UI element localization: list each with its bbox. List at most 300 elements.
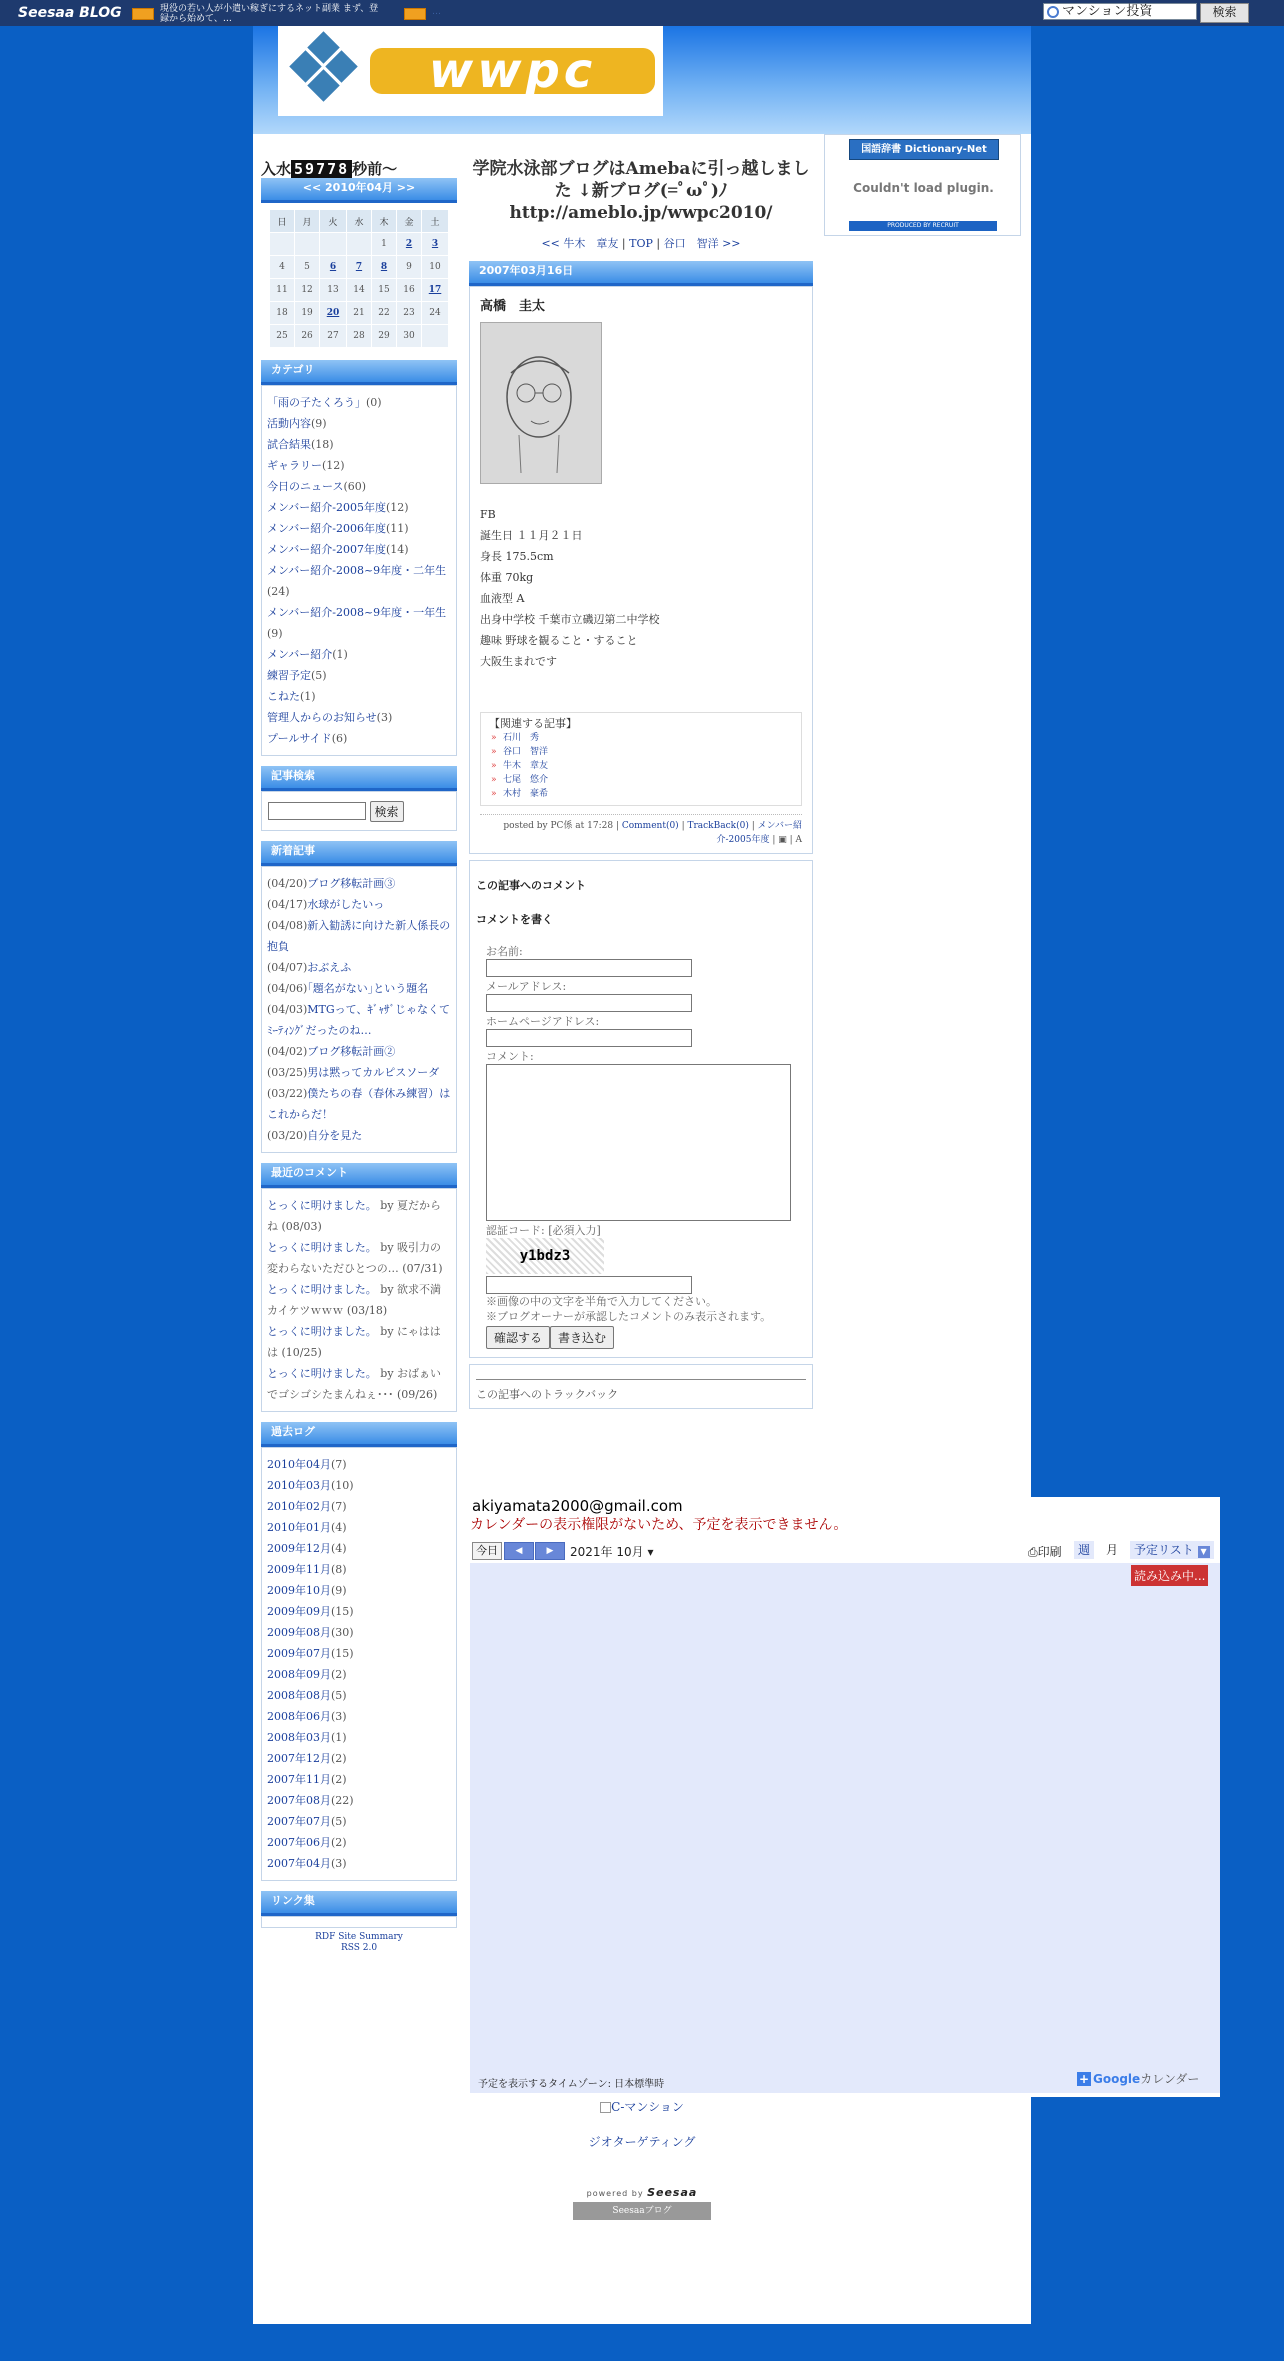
recent-item (267, 1125, 451, 1146)
calendar-day: 16 (397, 279, 422, 302)
search-icon (1047, 6, 1059, 18)
links-header: リンク集 (261, 1891, 457, 1916)
related-link[interactable]: » 石川 秀 (489, 731, 793, 745)
calendar-day: 23 (397, 302, 422, 325)
recent-date: (04/03) (267, 1002, 308, 1016)
tab-agenda[interactable] (1130, 1541, 1214, 1559)
confirm-button[interactable]: 確認する (486, 1326, 550, 1349)
post-line: 血液型 A (480, 592, 525, 605)
search-value: マンション投資 (1062, 4, 1153, 19)
plugin-footer[interactable]: PRODUCED BY RECRUIT (849, 221, 997, 231)
comment-item (267, 1321, 451, 1363)
comment-form (469, 860, 813, 1358)
post-line: 体重 70kg (480, 571, 534, 584)
captcha-note: ※画像の中の文字を半角で入力してください。 (486, 1295, 717, 1308)
rdf-link[interactable]: RDF Site Summary (315, 1931, 403, 1942)
ad-link[interactable]: 現役の若い人が小遣い稼ぎにするネット副業 まず、登録から始めて、… (160, 4, 379, 24)
archive-item (267, 1685, 451, 1706)
category-item (267, 497, 451, 518)
search-header: 記事検索 (261, 766, 457, 791)
google-wordmark: Google (1093, 2072, 1141, 2086)
post-title: 高橋 圭太 (480, 299, 546, 314)
search-input[interactable] (1043, 3, 1197, 20)
plugin-error: Couldn't load plugin. (853, 181, 994, 195)
archive-item (267, 1538, 451, 1559)
calendar-day: 4 (270, 256, 295, 279)
date-header: 2007年03月16日 (469, 261, 813, 286)
recent-date: (04/08) (267, 918, 308, 932)
approval-note: ※ブログオーナーが承認したコメントのみ表示されます。 (486, 1310, 772, 1323)
calendar-day: 1 (371, 233, 396, 256)
calendar-permission-error: カレンダーの表示権限がないため、予定を表示できません。 (470, 1517, 848, 1533)
archive-link[interactable]: 2007年06月 (267, 1835, 331, 1849)
tab-month[interactable]: 月 (1102, 1541, 1122, 1559)
google-calendar-badge[interactable] (1077, 2070, 1199, 2087)
captcha-label: 認証コード: [必須入力] (486, 1224, 601, 1237)
archive-count: (15) (331, 1604, 354, 1618)
category-count: (9) (267, 627, 283, 640)
category-item (267, 644, 451, 665)
counter-suffix: 秒前～ (352, 160, 398, 178)
comment-item (267, 1237, 451, 1279)
archive-count: (5) (331, 1814, 347, 1828)
related-link[interactable]: » 木村 豪希 (489, 787, 793, 801)
category-link[interactable]: こねた (267, 690, 300, 703)
calendar-day[interactable]: 17 (422, 279, 449, 302)
category-link[interactable]: 活動内容 (267, 417, 311, 430)
recent-date: (04/20) (267, 876, 308, 890)
category-count: (18) (311, 438, 334, 451)
recent-link[interactable]: 自分を見た (307, 1128, 363, 1142)
header (253, 26, 1031, 134)
comment-form-heading: コメントを書く (476, 913, 553, 926)
submit-button[interactable]: 書き込む (550, 1326, 614, 1349)
comment-item (267, 1195, 451, 1237)
calendar-day (422, 325, 449, 348)
archive-item (267, 1496, 451, 1517)
comment-textarea[interactable] (486, 1064, 791, 1221)
comment-meta: by 夏だからね (08/03) (267, 1198, 442, 1233)
category-count: (12) (322, 459, 345, 472)
calendar-day (295, 233, 320, 256)
archive-link[interactable]: 2008年09月 (267, 1667, 331, 1681)
category-count: (6) (331, 732, 348, 745)
dictionary-banner[interactable]: 国語辞書 Dictionary-Net (849, 139, 999, 160)
archive-link[interactable]: 2009年10月 (267, 1583, 331, 1597)
calendar-day[interactable]: 8 (371, 256, 396, 279)
archive-link[interactable]: 2010年02月 (267, 1499, 331, 1513)
recent-header: 新着記事 (261, 841, 457, 866)
recent-item (267, 999, 451, 1041)
calendar-day: 5 (295, 256, 320, 279)
recent-item (267, 1041, 451, 1062)
post-line: 誕生日 １１月２１日 (480, 529, 583, 542)
category-item (267, 476, 451, 497)
archive-count: (3) (331, 1856, 347, 1870)
calendar-day: 10 (422, 256, 449, 279)
main-column (469, 134, 813, 1409)
category-link[interactable]: メンバー紹介 (267, 648, 333, 661)
recent-link[interactable]: 水球がしたいっ (307, 897, 385, 911)
category-link[interactable]: メンバー紹介-2005年度 (267, 501, 386, 514)
archive-link[interactable]: 2009年07月 (267, 1646, 331, 1660)
related-link[interactable]: » 七尾 悠介 (489, 773, 793, 787)
comment-link[interactable]: とっくに明けました。 (267, 1324, 377, 1338)
category-count: (24) (267, 585, 290, 598)
captcha-image: y1bdz3 (486, 1238, 604, 1274)
camera-icon[interactable]: ▣ (778, 835, 787, 845)
recent-link[interactable]: おぶえふ (307, 960, 352, 974)
archive-link[interactable]: 2009年12月 (267, 1541, 331, 1555)
weekday-0: 日 (270, 210, 295, 233)
homepage-field[interactable] (486, 1029, 692, 1047)
archive-item (267, 1454, 451, 1475)
page-footer (253, 2098, 1031, 2220)
recent-date: (04/06) (267, 981, 308, 995)
category-count: (3) (376, 711, 393, 724)
recent-item (267, 1062, 451, 1083)
related-link[interactable]: » 牛木 章友 (489, 759, 793, 773)
calendar-header[interactable]: << 2010年04月 >> (261, 178, 457, 203)
category-item (267, 392, 451, 413)
archive-link[interactable]: 2009年11月 (267, 1562, 331, 1576)
calendar-day: 19 (295, 302, 320, 325)
category-count: (5) (311, 669, 327, 682)
comment-section-title: この記事へのコメント (476, 879, 586, 892)
comment-meta: by 欲求不満カイケツｗｗｗ (03/18) (267, 1282, 442, 1317)
powered-by (253, 2186, 1031, 2199)
seesaa-blog-button[interactable]: Seesaaブログ (573, 2202, 711, 2220)
archive-link[interactable]: 2007年04月 (267, 1856, 331, 1870)
calendar (269, 209, 449, 348)
rss-icon[interactable] (132, 8, 154, 20)
calendar-day: 30 (397, 325, 422, 348)
archive-count: (1) (331, 1730, 347, 1744)
calendar-day: 14 (346, 279, 371, 302)
category-item (267, 728, 451, 749)
calendar-day[interactable]: 20 (320, 302, 347, 325)
recent-date: (03/25) (267, 1065, 308, 1079)
category-link[interactable]: ギャラリー (267, 459, 322, 472)
post-line: 趣味 野球を観ること・すること (480, 634, 638, 647)
archive-item (267, 1559, 451, 1580)
archive-item (267, 1790, 451, 1811)
right-sidebar (824, 134, 1021, 236)
categories-header: カテゴリ (261, 360, 457, 385)
today-button[interactable]: 今日 (472, 1542, 502, 1560)
tab-week[interactable]: 週 (1074, 1541, 1094, 1559)
ad-icon[interactable] (404, 8, 426, 20)
calendar-day (346, 233, 371, 256)
image-alt: C-マンション (611, 2100, 684, 2114)
trackback-link[interactable]: TrackBack(0) (687, 821, 749, 831)
calendar-day: 15 (371, 279, 396, 302)
calendar-day[interactable]: 3 (422, 233, 449, 256)
archive-count: (2) (331, 1667, 347, 1681)
search-box (261, 791, 457, 831)
comment-meta: by おばぁいでゴシゴシたまんねぇ･･･ (09/26) (267, 1366, 442, 1401)
weekday-2: 火 (320, 210, 347, 233)
category-link[interactable]: メンバー紹介-2007年度 (267, 543, 386, 556)
archive-count: (3) (331, 1709, 347, 1723)
recent-item (267, 1083, 451, 1125)
post-body (480, 504, 802, 672)
category-item (267, 602, 451, 644)
archive-count: (15) (331, 1646, 354, 1660)
category-link[interactable]: メンバー紹介-2008~9年度・一年生 (267, 606, 447, 619)
category-count: (9) (311, 417, 327, 430)
archive-item (267, 1517, 451, 1538)
category-item (267, 665, 451, 686)
recent-link[interactable]: 男は黙ってカルピスソーダ (307, 1065, 440, 1079)
name-label: お名前: (486, 945, 523, 958)
categories-list (261, 385, 457, 756)
archive-item (267, 1643, 451, 1664)
calendar-day: 27 (320, 325, 347, 348)
logo[interactable] (278, 26, 663, 116)
rss-link[interactable]: RSS 2.0 (340, 1942, 378, 1953)
broken-image-icon (600, 2102, 611, 2113)
blog-title[interactable]: 学院水泳部ブログはAmebaに引っ越しました ↓新ブログ(=ﾟωﾟ)ﾉ http://ameblo.jp/wwpc2010/ (472, 159, 810, 223)
related-title: 【関連する記事】 (489, 717, 577, 730)
archive-item (267, 1748, 451, 1769)
calendar-day[interactable]: 2 (397, 233, 422, 256)
google-calendar-embed (470, 1497, 1220, 2097)
calendar-day[interactable]: 6 (320, 256, 347, 279)
calendar-day: 25 (270, 325, 295, 348)
recent-item (267, 915, 451, 957)
chevron-down-icon: ▾ (647, 1545, 654, 1559)
category-item (267, 539, 451, 560)
links-box (261, 1916, 457, 1928)
archive-link[interactable]: 2007年08月 (267, 1793, 331, 1807)
dropdown-icon: ▼ (1198, 1546, 1210, 1558)
post-line: 出身中学校 千葉市立磯辺第二中学校 (480, 613, 660, 626)
archive-link[interactable]: 2010年03月 (267, 1478, 331, 1492)
calendar-day: 12 (295, 279, 320, 302)
comment-meta: by 吸引力の変わらないただひとつの… (07/31) (267, 1240, 443, 1275)
archive-link[interactable]: 2007年12月 (267, 1751, 331, 1765)
article-search-input[interactable] (268, 802, 366, 820)
recent-item (267, 978, 451, 999)
archive-item (267, 1706, 451, 1727)
geotargeting-link[interactable]: ジオターゲティング (588, 2135, 696, 2149)
comment-label: コメント: (486, 1050, 534, 1063)
archive-list (261, 1447, 457, 1881)
calendar-day (270, 233, 295, 256)
prev-post-link[interactable]: << 牛木 章友 (541, 237, 619, 250)
print-button[interactable] (1028, 1543, 1062, 1560)
archive-item (267, 1727, 451, 1748)
weekday-1: 月 (295, 210, 320, 233)
trackback-box (469, 1364, 813, 1409)
left-sidebar (261, 134, 457, 1954)
seesaa-brand[interactable]: Seesaa BLOG (18, 5, 122, 21)
category-link[interactable]: メンバー紹介-2006年度 (267, 522, 386, 535)
homepage-label: ホームページアドレス: (486, 1015, 600, 1028)
archive-count: (2) (331, 1751, 347, 1765)
next-post-link[interactable]: 谷口 智洋 >> (663, 237, 741, 250)
archive-count: (2) (331, 1835, 347, 1849)
calendar-day: 26 (295, 325, 320, 348)
archive-count: (4) (331, 1520, 347, 1534)
weekday-4: 木 (371, 210, 396, 233)
recent-link[interactable]: MTGって、ｷﾞｬｻﾞじゃなくてﾐｰﾃｨﾝｸﾞだったのね… (267, 1002, 450, 1037)
calendar-email: akiyamata2000@gmail.com (472, 1497, 683, 1515)
powered-text: powered by (586, 2189, 644, 2198)
archive-link[interactable]: 2008年03月 (267, 1730, 331, 1744)
category-count: (14) (385, 543, 409, 556)
recent-link[interactable]: ｢題名がない｣という題名 (307, 981, 429, 995)
post (469, 286, 813, 854)
email-field[interactable] (486, 994, 692, 1012)
post-line: 大阪生まれです (480, 655, 557, 668)
archive-link[interactable]: 2008年06月 (267, 1709, 331, 1723)
calendar-day: 24 (422, 302, 449, 325)
comment-link[interactable]: とっくに明けました。 (267, 1366, 377, 1380)
month-label-text: 2021年 10月 (570, 1545, 644, 1559)
recent-item (267, 957, 451, 978)
category-item (267, 707, 451, 728)
comment-item (267, 1363, 451, 1405)
category-item (267, 686, 451, 707)
calendar-day: 22 (371, 302, 396, 325)
archive-link[interactable]: 2007年11月 (267, 1772, 331, 1786)
weekday-6: 土 (422, 210, 449, 233)
calendar-day: 9 (397, 256, 422, 279)
archive-count: (2) (331, 1772, 347, 1786)
loading-badge: 読み込み中... (1131, 1565, 1208, 1586)
category-count: (11) (385, 522, 409, 535)
category-item (267, 560, 451, 602)
nav-sep: | (621, 237, 626, 250)
archive-item (267, 1811, 451, 1832)
recent-item (267, 894, 451, 915)
category-link[interactable]: 試合結果 (267, 438, 311, 451)
countdown (261, 158, 457, 178)
comments-header: 最近のコメント (261, 1163, 457, 1188)
comment-item (267, 1279, 451, 1321)
tab-agenda-label: 予定リスト (1134, 1543, 1194, 1557)
recent-list (261, 866, 457, 1153)
archive-count: (5) (331, 1688, 347, 1702)
post-footer: posted by PC係 at 17:28 | Comment(0) | TrackBack(0) | メンバー紹介-2005年度 | ▣ | A (480, 814, 802, 847)
category-link[interactable]: メンバー紹介-2008~9年度・二年生 (267, 564, 447, 577)
calendar-day: 11 (270, 279, 295, 302)
category-count: (1) (332, 648, 348, 661)
top-bar (0, 0, 1284, 26)
timezone-label: 予定を表示するタイムゾーン: 日本標準時 (478, 2079, 665, 2090)
archive-link[interactable]: 2010年04月 (267, 1457, 331, 1471)
email-label: メールアドレス: (486, 980, 567, 993)
prev-arrow-icon[interactable]: ◀ (504, 1542, 534, 1560)
archive-count: (10) (331, 1478, 354, 1492)
archive-item (267, 1622, 451, 1643)
archive-link[interactable]: 2007年07月 (267, 1814, 331, 1828)
category-item (267, 518, 451, 539)
post-line: FB (480, 508, 496, 521)
calendar-word: カレンダー (1140, 2072, 1200, 2086)
weekday-5: 金 (397, 210, 422, 233)
top-link[interactable]: TOP (629, 237, 653, 250)
archive-count: (9) (331, 1583, 347, 1597)
comment-link[interactable]: Comment(0) (621, 821, 679, 831)
archive-count: (8) (331, 1562, 347, 1576)
search-button[interactable]: 検索 (1200, 3, 1249, 23)
category-link[interactable]: 練習予定 (267, 669, 311, 682)
related-link[interactable]: » 谷口 智洋 (489, 745, 793, 759)
ad-link-2[interactable]: … (432, 7, 441, 17)
archive-item (267, 1664, 451, 1685)
recent-link[interactable]: 僕たちの春（春休み練習）はこれからだ！ (267, 1086, 451, 1121)
trackback-label: この記事へのトラックバック (476, 1388, 619, 1401)
calendar-month-label[interactable] (570, 1543, 653, 1560)
category-count: (60) (343, 480, 367, 493)
next-arrow-icon[interactable]: ▶ (535, 1542, 565, 1560)
portrait-image[interactable] (480, 322, 602, 484)
archive-item (267, 1832, 451, 1853)
calendar-day: 18 (270, 302, 295, 325)
recent-date: (04/07) (267, 960, 308, 974)
calendar-day[interactable]: 7 (346, 256, 371, 279)
calendar-grid[interactable] (470, 1563, 1220, 2093)
archive-link[interactable]: 2009年08月 (267, 1625, 331, 1639)
archive-link[interactable]: 2008年08月 (267, 1688, 331, 1702)
font-size-icon[interactable]: A (795, 835, 802, 845)
article-search-button[interactable]: 検索 (370, 801, 404, 822)
archive-count: (30) (331, 1625, 354, 1639)
comment-link[interactable]: とっくに明けました。 (267, 1240, 377, 1254)
category-count: (1) (300, 690, 316, 703)
recent-link[interactable]: ブログ移転計画② (307, 1044, 396, 1058)
captcha-field[interactable] (486, 1276, 692, 1294)
recent-item (267, 873, 451, 894)
archives-header: 過去ログ (261, 1422, 457, 1447)
printer-icon: ⎙ (1028, 1545, 1038, 1559)
comment-list (261, 1188, 457, 1412)
category-link[interactable]: 今日のニュース (267, 480, 344, 493)
archive-item (267, 1601, 451, 1622)
print-label: 印刷 (1037, 1545, 1062, 1559)
c-mansion-image[interactable] (253, 2098, 1031, 2115)
nav-sep: | (656, 237, 661, 250)
calendar-day: 29 (371, 325, 396, 348)
related-articles (480, 712, 802, 806)
archive-count: (7) (331, 1499, 347, 1513)
archive-count: (22) (331, 1793, 354, 1807)
recent-link[interactable]: 新入勧誘に向けた新人係長の抱負 (267, 918, 451, 953)
name-field[interactable] (486, 959, 692, 977)
comment-link[interactable]: とっくに明けました。 (267, 1198, 377, 1212)
counter-prefix: 入水 (261, 160, 292, 178)
category-link[interactable]: 管理人からのお知らせ (267, 711, 377, 724)
recent-date: (04/17) (267, 897, 308, 911)
calendar-day (320, 233, 347, 256)
archive-item (267, 1580, 451, 1601)
category-link[interactable]: メンバー紹介-2005年度 (716, 821, 802, 845)
archive-link[interactable]: 2010年01月 (267, 1520, 331, 1534)
category-link[interactable]: 「雨の子たくろう」 (267, 396, 366, 409)
archive-item (267, 1769, 451, 1790)
category-link[interactable]: プールサイド (267, 732, 332, 745)
archive-link[interactable]: 2009年09月 (267, 1604, 331, 1618)
recent-date: (03/20) (267, 1128, 308, 1142)
category-count: (12) (385, 501, 409, 514)
plus-icon: + (1078, 2072, 1090, 2086)
comment-link[interactable]: とっくに明けました。 (267, 1282, 377, 1296)
recent-link[interactable]: ブログ移転計画③ (307, 876, 396, 890)
category-item (267, 434, 451, 455)
